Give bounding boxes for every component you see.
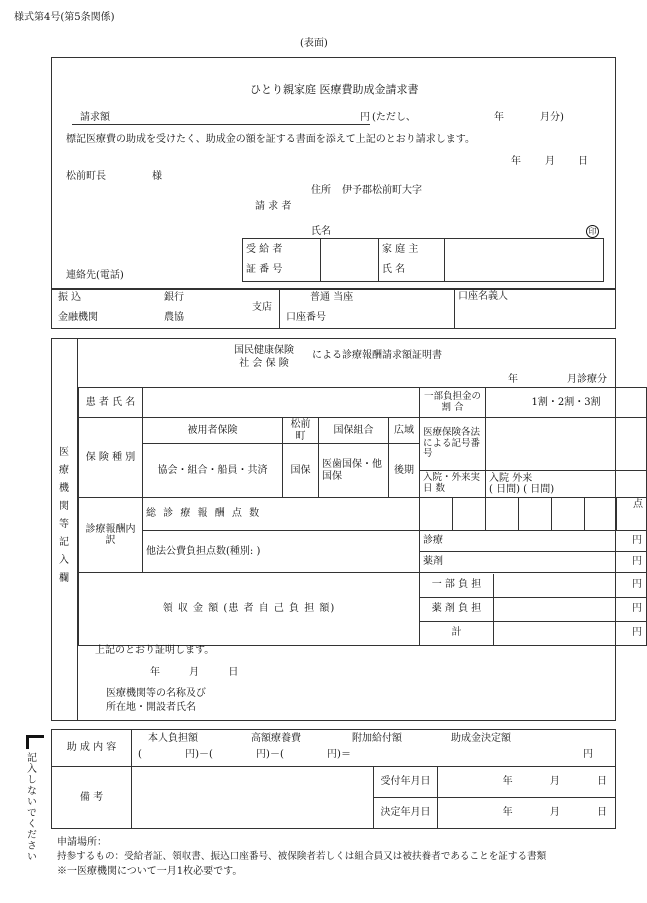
days-input[interactable]: 入院 外来 ( 日間) ( 日間) xyxy=(486,471,647,498)
address-label: 住所 xyxy=(311,185,331,196)
partial-burden-label: 一 部 負 担 xyxy=(420,574,494,597)
claim-year: 年 xyxy=(494,112,504,123)
apply-place: 申請場所： xyxy=(57,837,107,848)
recipient-no-input[interactable] xyxy=(321,239,379,282)
seal-mark: 印 xyxy=(586,225,599,238)
received-date-label: 受付年月日 xyxy=(374,767,438,798)
no-write-label: 記入しないでください xyxy=(24,752,36,862)
cert-title: による診療報酬請求額証明書 xyxy=(312,350,442,361)
fee-detail-label: 診療報酬内 訳 xyxy=(79,498,143,573)
partial-burden-yen: 円 xyxy=(632,578,643,590)
other-points-label[interactable]: 他法公費負担点数(種別: ) xyxy=(143,531,420,573)
address-value: 伊予郡松前町大字 xyxy=(342,185,422,196)
aid-yen: 円 xyxy=(583,749,593,760)
claim-amount-field[interactable] xyxy=(72,112,370,125)
points-digit-2[interactable] xyxy=(453,498,486,531)
matsumae-header: 松前町 xyxy=(283,418,319,444)
wide-area-option[interactable]: 後期 xyxy=(389,444,420,498)
institution-label-2: 所在地・開設者氏名 xyxy=(106,702,196,713)
law-number-label: 医療保険各法による記号番号 xyxy=(420,418,486,471)
points-digit-4[interactable] xyxy=(519,498,552,531)
matsumae-option[interactable]: 国保 xyxy=(283,444,319,498)
aid-col-1: 本人負担額 xyxy=(148,733,198,744)
breakdown-cell xyxy=(420,531,647,573)
claim-yen: 円 xyxy=(360,112,370,123)
cert-year: 年 xyxy=(508,374,518,385)
cert-insurance-types: 国民健康保険 社 会 保 険 xyxy=(234,345,294,369)
points-digit-1[interactable] xyxy=(420,498,453,531)
arrow-icon xyxy=(26,735,44,749)
request-statement: 標記医療費の助成を受けたく、助成金の額を証する書面を添えて上記のとおり請求します。 xyxy=(66,134,475,145)
request-date-day: 日 xyxy=(578,156,588,167)
total-label: 計 xyxy=(420,622,494,645)
shinryo-yen: 円 xyxy=(632,535,643,546)
claim-tadashi: (ただし、 xyxy=(372,112,416,123)
patient-name-label: 患 者 氏 名 xyxy=(79,388,143,418)
points-digit-5[interactable] xyxy=(552,498,585,531)
bank-name-cell[interactable]: 振 込 銀行 金融機関 農協 支店 xyxy=(52,290,280,329)
aid-content-cell[interactable] xyxy=(132,730,616,767)
form-number: 様式第4号(第5条関係) xyxy=(14,12,115,23)
contact-label: 連絡先(電話) xyxy=(66,270,124,281)
medical-side-label: 医療機関等記入欄 xyxy=(56,446,68,590)
decided-date-input[interactable]: 年 月 日 xyxy=(438,798,616,829)
received-date-input[interactable]: 年 月 日 xyxy=(438,767,616,798)
claim-month: 月分) xyxy=(540,112,564,123)
note: ※一医療機関について一月1枚必要です。 xyxy=(57,866,243,877)
aid-col-2: 高額療養費 xyxy=(251,733,301,744)
certify-text: 上記のとおり証明します。 xyxy=(95,645,215,656)
aid-col-3: 附加給付額 xyxy=(352,733,402,744)
points-digit-6[interactable] xyxy=(585,498,617,531)
insurance-type-label: 保 険 種 別 xyxy=(79,418,143,498)
request-date-month: 月 xyxy=(545,156,555,167)
form-title: ひとり親家庭 医療費助成金請求書 xyxy=(250,83,419,96)
receipt-amount-label: 領 収 金 額 (患 者 自 己 負 担 額) xyxy=(79,573,420,646)
drug-burden-yen: 円 xyxy=(632,602,643,614)
yakuzai-label: 薬剤 xyxy=(423,556,443,567)
aid-formula: ( 円)－( 円)－( 円)＝ xyxy=(138,749,351,760)
certify-date: 年 月 日 xyxy=(150,667,239,678)
receipt-breakdown xyxy=(420,573,647,646)
patient-name-input[interactable] xyxy=(143,388,420,418)
decided-date-label: 決定年月日 xyxy=(374,798,438,829)
account-holder-cell[interactable]: 口座名義人 xyxy=(455,290,616,329)
points-unit: 点 xyxy=(617,498,647,531)
aid-content-label: 助 成 内 容 xyxy=(52,730,132,767)
cert-month: 月診療分 xyxy=(567,374,607,385)
claim-amount-label: 請求額 xyxy=(80,112,110,123)
side-label: (表面) xyxy=(300,38,328,49)
points-digit-3[interactable] xyxy=(486,498,519,531)
cert-table xyxy=(78,387,647,646)
total-points-label: 総 診 療 報 酬 点 数 xyxy=(143,498,420,531)
law-number-input[interactable] xyxy=(486,418,647,471)
yakuzai-yen: 円 xyxy=(632,556,643,567)
union-option[interactable]: 医歯国保・他国保 xyxy=(319,444,389,498)
bring-items: 持参するもの：受給者証、領収書、振込口座番号、被保険者若しくは組合員又は被扶養者であることを証する書類 xyxy=(57,851,547,862)
days-label: 入院・外来実 日 数 xyxy=(420,471,486,498)
remarks-label: 備 考 xyxy=(52,767,132,829)
union-header: 国保組合 xyxy=(319,418,389,444)
admin-table xyxy=(51,729,616,829)
mayor-label: 松前町長 xyxy=(66,171,106,182)
employee-ins-header: 被用者保険 xyxy=(143,418,283,444)
household-head-input[interactable] xyxy=(445,239,604,282)
institution-label-1: 医療機関等の名称及び xyxy=(106,688,206,699)
mayor-sama: 様 xyxy=(152,171,162,182)
household-head-label: 家 庭 主 氏 名 xyxy=(379,239,445,282)
wide-area-header: 広域 xyxy=(389,418,420,444)
employee-ins-option[interactable]: 協会・組合・船員・共済 xyxy=(143,444,283,498)
copay-rate-value[interactable]: 1割・2割・3割 xyxy=(486,388,647,418)
recipient-table xyxy=(242,238,604,282)
requester-label: 請 求 者 xyxy=(255,201,292,212)
remarks-input[interactable] xyxy=(132,767,374,829)
copay-rate-label: 一部負担金の 割 合 xyxy=(420,388,486,418)
account-cell[interactable]: 普通 当座 口座番号 xyxy=(280,290,455,329)
name-label: 氏名 xyxy=(311,226,331,237)
shinryo-label: 診療 xyxy=(423,535,443,546)
recipient-no-label: 受 給 者 証 番 号 xyxy=(243,239,321,282)
bank-table xyxy=(51,289,616,329)
request-date-year: 年 xyxy=(511,156,521,167)
drug-burden-label: 薬 剤 負 担 xyxy=(420,598,494,621)
aid-col-4: 助成金決定額 xyxy=(451,733,511,744)
total-yen: 円 xyxy=(632,626,643,638)
